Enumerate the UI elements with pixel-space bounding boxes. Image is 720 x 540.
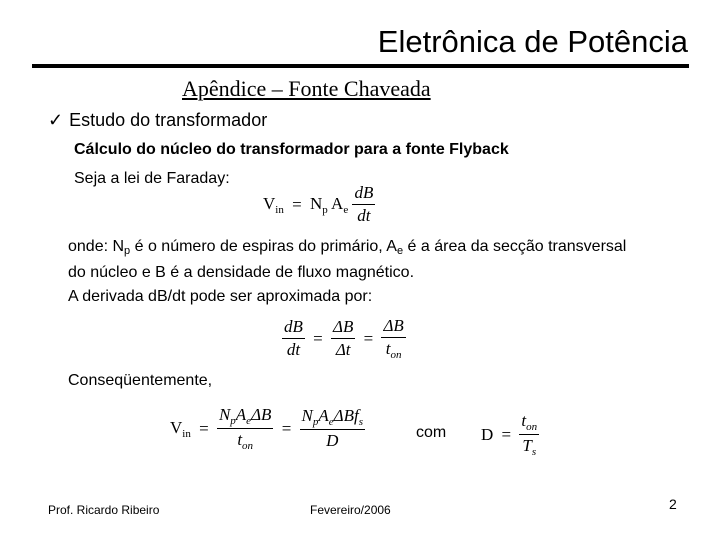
section-title: Apêndice – Fonte Chaveada (182, 76, 431, 101)
where-paragraph: onde: $N_p$ é o número de espiras do primário, $A_e$ é a área da secção transversal do núcleo e B é a densidade de fluxo magnético. (68, 238, 627, 281)
bullet-item (48, 110, 267, 131)
fraction-db-dt: $\frac{dB}{dt}$ (354, 183, 374, 225)
page-number: 2 (669, 496, 677, 512)
consequently-text: Conseqüentemente, (68, 372, 213, 389)
faraday-intro: Seja a lei de Faraday: (74, 170, 230, 187)
vin-equation: $V_{in}$ = $\frac{N_pA_e\Delta B}{t_{on}}$ = $\frac{N_pA_e\Delta Bf_s}{D}$ (170, 405, 364, 452)
duty-equation: D = $\frac{t_{on}}{T_s}$ (481, 411, 538, 458)
bullet-text: Estudo do transformador (69, 110, 268, 130)
page-title: Eletrônica de Potência (377, 24, 688, 59)
calc-heading: Cálculo do núcleo do transformador para a fonte Flyback (74, 141, 509, 158)
derivative-intro: A derivada dB/dt pode ser aproximada por: (68, 288, 373, 305)
title-rule (32, 64, 689, 68)
footer-date: Fevereiro/2006 (310, 503, 391, 517)
with-word: com (416, 424, 447, 441)
checkmark-icon: ✓ (48, 110, 64, 130)
faraday-equation: $V_{in} = N_p$ $A_e$ $\frac{dB}{dt}$ (263, 183, 374, 225)
footer-author: Prof. Ricardo Ribeiro (48, 503, 160, 517)
derivative-equation: $\frac{dB}{dt}$ = $\frac{\Delta B}{\Delta t}$ = $\frac{\Delta B}{t_{on}}$ (284, 316, 404, 361)
